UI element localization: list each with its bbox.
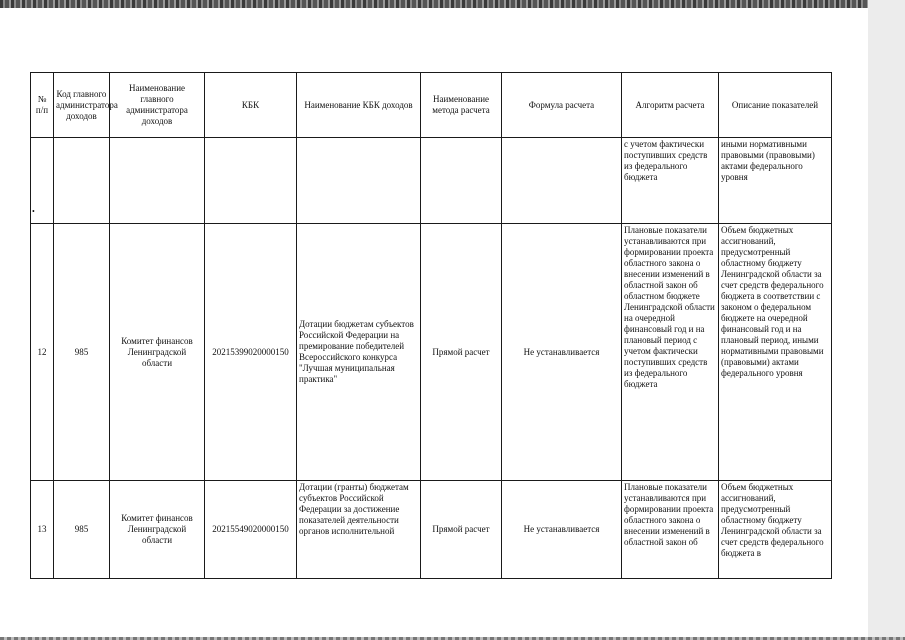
header-description: Описание показателей (719, 73, 832, 138)
header-num: № п/п (31, 73, 54, 138)
row-kbk: 20215549020000150 (205, 481, 297, 579)
revenue-methods-table (30, 72, 832, 579)
continuation-formula-cell (502, 138, 622, 224)
row-formula: Не устанавливается (502, 224, 622, 481)
continuation-description: иными нормативными правовыми (правовыми) актами федерального уровня (719, 138, 832, 224)
row-algorithm: Плановые показатели устанавливаются при формировании проекта областного закона о внесении изменений в областной закон об (622, 481, 719, 579)
row-method: Прямой расчет (421, 224, 502, 481)
row-code: 985 (54, 224, 110, 481)
scan-border-right (868, 0, 905, 640)
row-admin-name: Комитет финансов Ленинградской области (110, 224, 205, 481)
continuation-admin-cell (110, 138, 205, 224)
header-algorithm: Алгоритм расчета (622, 73, 719, 138)
header-kbk: КБК (205, 73, 297, 138)
row-description: Объем бюджетных ассигнований, предусмотренный областному бюджету Ленинградской области за счет средств федерального бюджета в соответствии с законом о федеральном бюджете на очередной финансовый год и на плановый период, иными нормативными правовыми (правовыми) актами федерального уровня (719, 224, 832, 481)
header-method: Наименование метода расчета (421, 73, 502, 138)
header-formula: Формула расчета (502, 73, 622, 138)
continuation-num-cell (31, 138, 54, 224)
row-method: Прямой расчет (421, 481, 502, 579)
continuation-method-cell (421, 138, 502, 224)
header-row (31, 73, 832, 138)
row-kbk-name: Дотации (гранты) бюджетам субъектов Российской Федерации за достижение показателей деятельности органов исполнительной (297, 481, 421, 579)
continuation-kbk-cell (205, 138, 297, 224)
table-row-continuation (31, 138, 832, 224)
document-page (0, 8, 868, 637)
header-admin-name: Наименование главного администратора доходов (110, 73, 205, 138)
table-row (31, 224, 832, 481)
row-marker: • (32, 207, 35, 216)
scan-border-top (0, 0, 905, 8)
table-row (31, 481, 832, 579)
continuation-code-cell (54, 138, 110, 224)
row-algorithm: Плановые показатели устанавливаются при формировании проекта областного закона о внесении изменений в областной закон об областном бюджете Ленинградской области на очередной финансовый год и на плановый период с учетом фактически поступивших средств из федерального бюджета (622, 224, 719, 481)
row-admin-name: Комитет финансов Ленинградской области (110, 481, 205, 579)
continuation-kbk-name-cell (297, 138, 421, 224)
row-formula: Не устанавливается (502, 481, 622, 579)
header-code: Код главного администратора доходов (54, 73, 110, 138)
row-kbk-name: Дотации бюджетам субъектов Российской Федерации на премирование победителей Всероссийского конкурса "Лучшая муниципальная практика" (297, 224, 421, 481)
row-description: Объем бюджетных ассигнований, предусмотренный областному бюджету Ленинградской области за счет средств федерального бюджета в (719, 481, 832, 579)
row-code: 985 (54, 481, 110, 579)
row-kbk: 20215399020000150 (205, 224, 297, 481)
continuation-algorithm: с учетом фактически поступивших средств из федерального бюджета (622, 138, 719, 224)
row-num: 13 (31, 481, 54, 579)
header-kbk-name: Наименование КБК доходов (297, 73, 421, 138)
row-num: 12 (31, 224, 54, 481)
